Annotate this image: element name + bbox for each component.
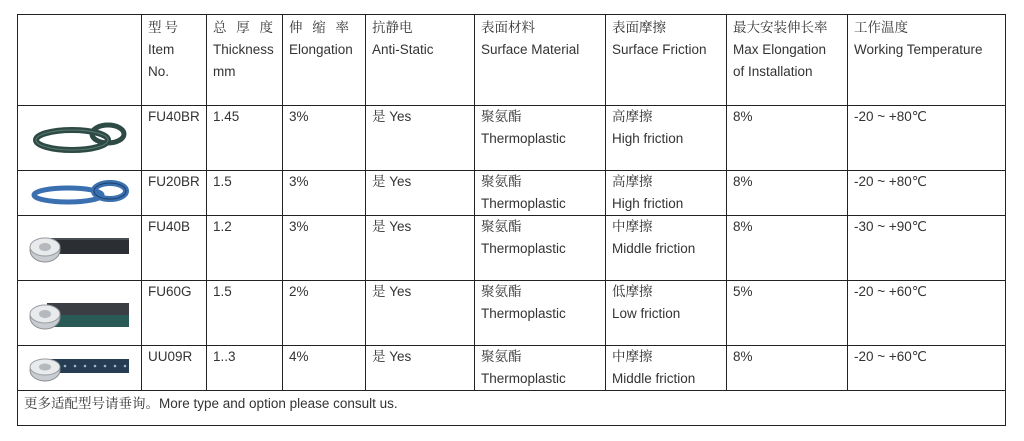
header-thickness-unit: mm [213, 64, 236, 79]
header-material-cn: 表面材料 [481, 20, 535, 35]
header-antistatic [366, 15, 475, 106]
black-belt-pulley-icon [25, 226, 135, 270]
table-row [18, 346, 1006, 391]
cell-item: FU40BR [142, 106, 207, 171]
cell-antistatic: 是 Yes [366, 346, 475, 391]
green-belt-pulley-icon [25, 291, 135, 335]
material-cn: 聚氨酯 [481, 109, 522, 124]
footer-row [18, 391, 1006, 426]
belt-image-cell [18, 216, 142, 281]
cell-friction [606, 216, 727, 281]
friction-en: Middle friction [612, 371, 696, 386]
table-row [18, 216, 1006, 281]
material-en: Thermoplastic [481, 306, 566, 321]
header-elongation [283, 15, 366, 106]
header-item-en2: No. [148, 64, 170, 79]
green-belt-loop-icon [30, 118, 130, 158]
cell-max-elongation: 5% [727, 281, 848, 346]
header-max-elongation-en2: of Installation [733, 64, 813, 79]
cell-material [475, 281, 606, 346]
friction-en: Low friction [612, 306, 681, 321]
cell-antistatic: 是 Yes [366, 106, 475, 171]
header-friction-cn: 表面摩擦 [612, 20, 666, 35]
cell-friction [606, 171, 727, 216]
cell-thickness: 1.5 [207, 281, 283, 346]
cell-material [475, 346, 606, 391]
cell-temperature: -20 ~ +80℃ [848, 171, 1006, 216]
header-item-cn: 型号 [148, 20, 181, 35]
cell-friction [606, 346, 727, 391]
cell-temperature: -20 ~ +60℃ [848, 281, 1006, 346]
header-item-no [142, 15, 207, 106]
material-en: Thermoplastic [481, 371, 566, 386]
material-cn: 聚氨酯 [481, 219, 522, 234]
belt-image-cell [18, 281, 142, 346]
cell-elongation: 2% [283, 281, 366, 346]
material-en: Thermoplastic [481, 241, 566, 256]
friction-cn: 低摩擦 [612, 284, 653, 299]
cell-max-elongation: 8% [727, 346, 848, 391]
header-image [18, 15, 142, 106]
header-friction-en: Surface Friction [612, 42, 707, 57]
header-temperature [848, 15, 1006, 106]
cell-item: FU40B [142, 216, 207, 281]
header-thickness-en: Thickness [213, 42, 274, 57]
material-cn: 聚氨酯 [481, 349, 522, 364]
header-thickness [207, 15, 283, 106]
cell-antistatic: 是 Yes [366, 281, 475, 346]
header-elongation-cn: 伸 缩 率 [289, 20, 353, 35]
cell-item: FU20BR [142, 171, 207, 216]
header-temperature-en: Working Temperature [854, 42, 983, 57]
friction-en: Middle friction [612, 241, 696, 256]
material-cn: 聚氨酯 [481, 284, 522, 299]
footer-note: 更多适配型号请垂询。More type and option please consult us. [18, 391, 1006, 426]
header-material-en: Surface Material [481, 42, 580, 57]
header-material [475, 15, 606, 106]
belt-image-cell [18, 106, 142, 171]
header-max-elongation-en: Max Elongation [733, 42, 827, 57]
table-row [18, 106, 1006, 171]
cell-elongation: 3% [283, 106, 366, 171]
header-temperature-cn: 工作温度 [854, 20, 908, 35]
perforated-belt-pulley-icon [25, 351, 135, 385]
cell-thickness: 1.45 [207, 106, 283, 171]
cell-temperature: -20 ~ +80℃ [848, 106, 1006, 171]
material-en: Thermoplastic [481, 196, 566, 211]
belt-spec-table [17, 14, 1006, 426]
cell-item: FU60G [142, 281, 207, 346]
header-antistatic-en: Anti-Static [372, 42, 434, 57]
cell-max-elongation: 8% [727, 216, 848, 281]
table-row [18, 171, 1006, 216]
cell-elongation: 3% [283, 171, 366, 216]
cell-antistatic: 是 Yes [366, 171, 475, 216]
friction-cn: 高摩擦 [612, 174, 653, 189]
cell-thickness: 1.5 [207, 171, 283, 216]
cell-item: UU09R [142, 346, 207, 391]
cell-temperature: -20 ~ +60℃ [848, 346, 1006, 391]
friction-cn: 中摩擦 [612, 219, 653, 234]
cell-material [475, 171, 606, 216]
belt-image-cell [18, 346, 142, 391]
friction-en: High friction [612, 131, 684, 146]
material-cn: 聚氨酯 [481, 174, 522, 189]
cell-elongation: 3% [283, 216, 366, 281]
belt-image-cell [18, 171, 142, 216]
blue-belt-loop-icon [28, 177, 132, 209]
header-elongation-en: Elongation [289, 42, 353, 57]
cell-thickness: 1.2 [207, 216, 283, 281]
cell-elongation: 4% [283, 346, 366, 391]
header-row [18, 15, 1006, 106]
friction-cn: 高摩擦 [612, 109, 653, 124]
cell-material [475, 106, 606, 171]
header-antistatic-cn: 抗静电 [372, 20, 413, 35]
cell-friction [606, 281, 727, 346]
cell-material [475, 216, 606, 281]
header-friction [606, 15, 727, 106]
cell-max-elongation: 8% [727, 106, 848, 171]
header-thickness-cn: 总 厚 度 [213, 20, 277, 35]
material-en: Thermoplastic [481, 131, 566, 146]
header-item-en: Item [148, 42, 175, 57]
header-max-elongation-cn: 最大安装伸长率 [733, 20, 828, 35]
cell-friction [606, 106, 727, 171]
cell-max-elongation: 8% [727, 171, 848, 216]
cell-thickness: 1..3 [207, 346, 283, 391]
friction-cn: 中摩擦 [612, 349, 653, 364]
cell-antistatic: 是 Yes [366, 216, 475, 281]
friction-en: High friction [612, 196, 684, 211]
header-max-elongation [727, 15, 848, 106]
table-row [18, 281, 1006, 346]
spec-table-sheet [17, 14, 1005, 429]
cell-temperature: -30 ~ +90℃ [848, 216, 1006, 281]
